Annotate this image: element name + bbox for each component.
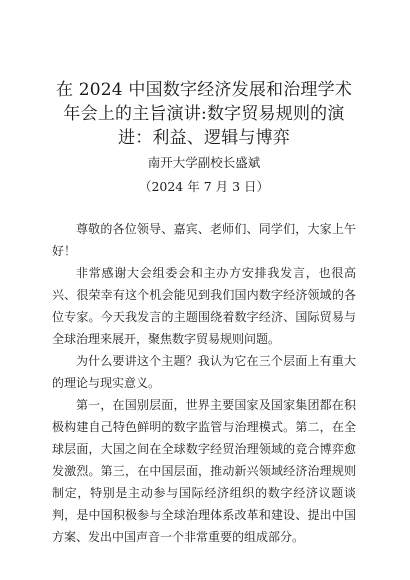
paragraph-question: 为什么要讲这个主题？我认为它在三个层面上有重大的理论与现实意义。: [52, 354, 356, 390]
speaker-line: 南开大学副校长盛斌: [147, 155, 261, 170]
paragraph-greeting: 尊敬的各位领导、嘉宾、老师们、同学们，大家上午好！: [52, 222, 356, 258]
speech-title: 在 2024 中国数字经济发展和治理学术年会上的主旨演讲:数字贸易规则的演进：利益、逻辑与博弈: [55, 80, 353, 148]
paragraph-three-levels: 第一，在国别层面，世界主要国家及国家集团都在积极构建自己特色鲜明的数字监管与治理模式。第二，在全球层面，大国之间在全球数字经贸治理领域的竞合博弈愈发激烈。第三，在中国层面，推动新兴领域经济治理规则制定，特别是主动参与国际经济组织的数字经济议题谈判，是中国积极参与全球治理体系改革和建设、提出中国方案、发出中国声音一个非常重要的组成部分。: [52, 398, 356, 544]
paragraph-thanks: 非常感谢大会组委会和主办方安排我发言，也很高兴、很荣幸有这个机会能见到我们国内数字经济领域的各位专家。今天我发言的主题围绕着数字经济、国际贸易与全球治理来展开，聚焦数字贸易规则问题。: [52, 266, 356, 346]
speech-date: （2024 年 7 月 3 日）: [138, 179, 270, 194]
speech-body: [52, 218, 356, 548]
